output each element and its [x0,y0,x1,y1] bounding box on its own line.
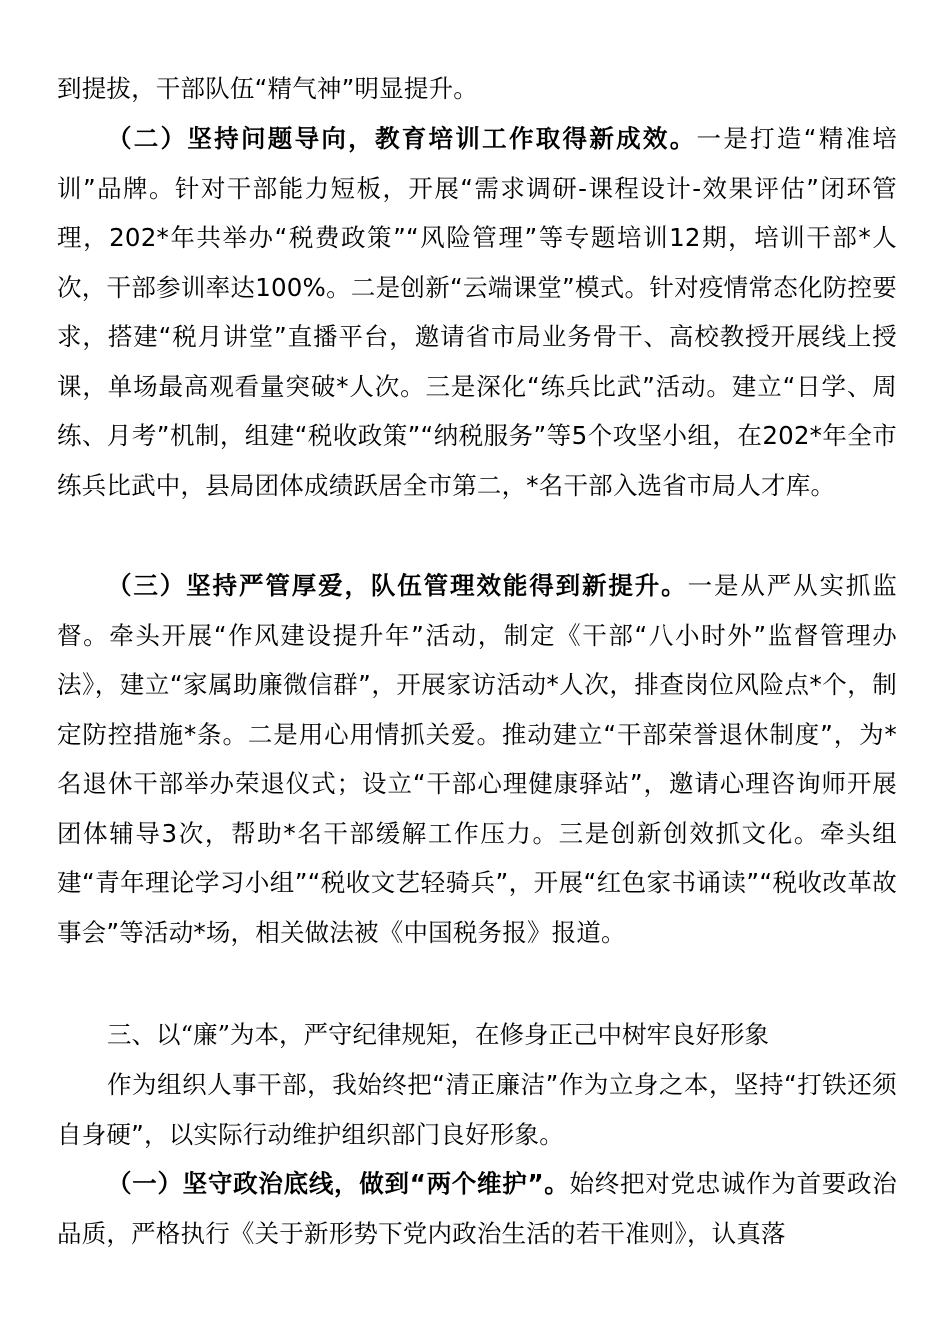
section-heading-text: 三、以“廉”为本，严守纪律规矩，在修身正己中树牢良好形象 [107,1020,770,1049]
paragraph-team-management [57,561,897,957]
paragraph-text: 一是从严从实抓监督。牵头开展“作风建设提升年”活动，制定《干部“八小时外”监督管理办法》，建立“家属助廉微信群”，开展家访活动*人次，排查岗位风险点*个，制定防控措施*条。二是用心用情抓关爱。推动建立“干部荣誉退休制度”，为*名退休干部举办荣退仪式；设立“干部心理健康驿站”，邀请心理咨询师开展团体辅导3次，帮助*名干部缓解工作压力。三是创新创效抓文化。牵头组建“青年理论学习小组”“税收文艺轻骑兵”，开展“红色家书诵读”“税收改革故事会”等活动*场，相关做法被《中国税务报》报道。 [57,571,897,947]
paragraph-intro [57,1060,897,1159]
paragraph-text: 作为组织人事干部，我始终把“清正廉洁”作为立身之本，坚持“打铁还须自身硬”，以实际行动维护组织部门良好形象。 [57,1070,897,1149]
paragraph-text: 始终把对党忠诚作为首要政治品质，严格执行《关于新形势下党内政治生活的若干准则》，认真落 [57,1169,897,1248]
paragraph-lead-heading: （二）坚持问题导向，教育培训工作取得新成效。 [107,124,697,153]
paragraph-text: 到提拔，干部队伍“精气神”明显提升。 [57,74,478,103]
paragraph-political-bottom-line [57,1159,897,1258]
paragraph-lead-heading: （一）坚守政治底线，做到“两个维护”。 [107,1169,570,1198]
paragraph-continuation [57,64,897,114]
paragraph-education-training [57,114,897,510]
paragraph-text: 一是打造“精准培训”品牌。针对干部能力短板，开展“需求调研-课程设计-效果评估”闭环管理，202*年共举办“税费政策”“风险管理”等专题培训12期，培训干部*人次，干部参训率达100%。二是创新“云端课堂”模式。针对疫情常态化防控要求，搭建“税月讲堂”直播平台，邀请省市局业务骨干、高校教授开展线上授课，单场最高观看量突破*人次。三是深化“练兵比武”活动。建立“日学、周练、月考”机制，组建“税收政策”“纳税服务”等5个攻坚小组，在202*年全市练兵比武中，县局团体成绩跃居全市第二，*名干部入选省市局人才库。 [57,124,897,500]
paragraph-lead-heading: （三）坚持严管厚爱，队伍管理效能得到新提升。 [107,571,688,600]
section-heading [57,1010,897,1060]
